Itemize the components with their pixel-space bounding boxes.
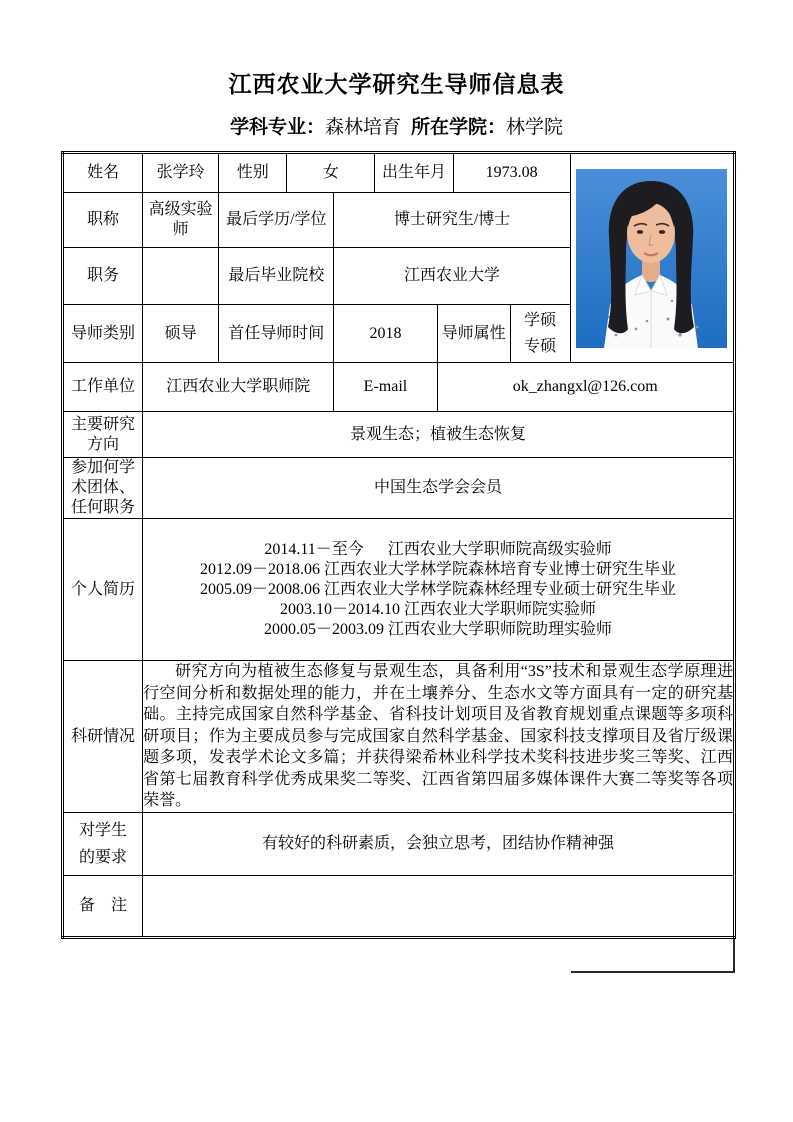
remark-label: 备 注 xyxy=(63,876,143,938)
research-profile-paragraph: 研究方向为植被生态修复与景观生态，具备利用“3S”技术和景观生态学原理进行空间分析和数据处理的能力，并在土壤养分、生态水文等方面具有一定的研究基础。主持完成国家自然科学基金、省科技计划项目及省教育规划重点课题等多项科研项目；作为主要成员参与完成国家自然科学基金、国家科技支撑项目及省厅级课题多项，发表学术论文多篇；并获得梁希林业科学技术奖科技进步奖三等奖、江西省第七届教育科学优秀成果奖二等奖、江西省第四届多媒体课件大赛二等奖等各项荣誉。 xyxy=(143,663,733,810)
resume-line-2: 2012.09－2018.06 江西农业大学林学院森林培育专业博士研究生毕业 xyxy=(200,560,677,578)
major-value: 森林培育 xyxy=(324,117,401,138)
title-label: 职称 xyxy=(63,193,143,248)
row-societies xyxy=(63,458,735,519)
college-label: 所在学院 xyxy=(411,117,488,138)
name-value: 张学玲 xyxy=(143,153,219,193)
duty-label: 职务 xyxy=(63,248,143,305)
major-colon: ： xyxy=(305,117,325,138)
resume-line-4: 2003.10－2014.10 江西农业大学职师院实验师 xyxy=(280,600,597,618)
first-year-value: 2018 xyxy=(334,305,437,363)
duty-value xyxy=(143,248,219,305)
societies-label: 参加何学术团体、任何职务 xyxy=(63,458,143,519)
first-year-label: 首任导师时间 xyxy=(219,305,334,363)
row-resume xyxy=(63,519,735,661)
student-req-label-line1: 对学生 xyxy=(79,822,128,839)
research-profile-label: 科研情况 xyxy=(63,661,143,813)
advisor-photo-image xyxy=(576,169,727,348)
student-req-label xyxy=(63,813,143,876)
research-profile-value xyxy=(143,661,735,813)
college-colon: ： xyxy=(487,117,507,138)
email-label: E-mail xyxy=(334,363,437,412)
advisor-info-table xyxy=(61,151,736,939)
birth-value: 1973.08 xyxy=(453,153,570,193)
resume-value xyxy=(143,519,735,661)
major-label: 学科专业 xyxy=(229,117,306,138)
mentor-attr-line2: 专硕 xyxy=(524,337,557,355)
name-label: 姓名 xyxy=(63,153,143,193)
research-dir-label: 主要研究方向 xyxy=(63,412,143,458)
email-value: ok_zhangxl@126.com xyxy=(437,363,734,412)
birth-label: 出生年月 xyxy=(375,153,453,193)
student-req-value: 有较好的科研素质，会独立思考，团结协作精神强 xyxy=(143,813,735,876)
degree-value: 博士研究生/博士 xyxy=(334,193,570,248)
college-value: 林学院 xyxy=(506,117,564,138)
row-research-profile xyxy=(63,661,735,813)
row-workunit xyxy=(63,363,735,412)
mentor-type-label: 导师类别 xyxy=(63,305,143,363)
form-subtitle xyxy=(0,112,793,139)
societies-value: 中国生态学会会员 xyxy=(143,458,735,519)
mentor-type-value: 硕导 xyxy=(143,305,219,363)
mentor-attr-line1: 学硕 xyxy=(524,311,557,329)
mentor-attr-value xyxy=(510,305,570,363)
student-req-label-line2: 的要求 xyxy=(79,849,128,866)
work-unit-label: 工作单位 xyxy=(63,363,143,412)
stray-vertical-line xyxy=(733,939,735,972)
gender-label: 性别 xyxy=(219,153,287,193)
advisor-photo xyxy=(570,153,734,363)
row-remark xyxy=(63,876,735,938)
row-student-requirement xyxy=(63,813,735,876)
mentor-attr-label: 导师属性 xyxy=(437,305,510,363)
work-unit-value: 江西农业大学职师院 xyxy=(143,363,334,412)
form-title: 江西农业大学研究生导师信息表 xyxy=(228,72,565,97)
gender-value: 女 xyxy=(287,153,375,193)
remark-value xyxy=(143,876,735,938)
row-research-direction xyxy=(63,412,735,458)
resume-line-1: 2014.11－至今 江西农业大学职师院高级实验师 xyxy=(264,540,612,558)
resume-line-5: 2000.05－2003.09 江西农业大学职师院助理实验师 xyxy=(264,620,613,638)
grad-school-value: 江西农业大学 xyxy=(334,248,570,305)
row-name xyxy=(63,153,735,193)
resume-label: 个人简历 xyxy=(63,519,143,661)
grad-school-label: 最后毕业院校 xyxy=(219,248,334,305)
resume-line-3: 2005.09－2008.06 江西农业大学林学院森林经理专业硕士研究生毕业 xyxy=(200,580,677,598)
research-dir-value: 景观生态；植被生态恢复 xyxy=(143,412,735,458)
degree-label: 最后学历/学位 xyxy=(219,193,334,248)
stray-horizontal-line xyxy=(571,971,735,973)
title-value: 高级实验师 xyxy=(143,193,219,248)
